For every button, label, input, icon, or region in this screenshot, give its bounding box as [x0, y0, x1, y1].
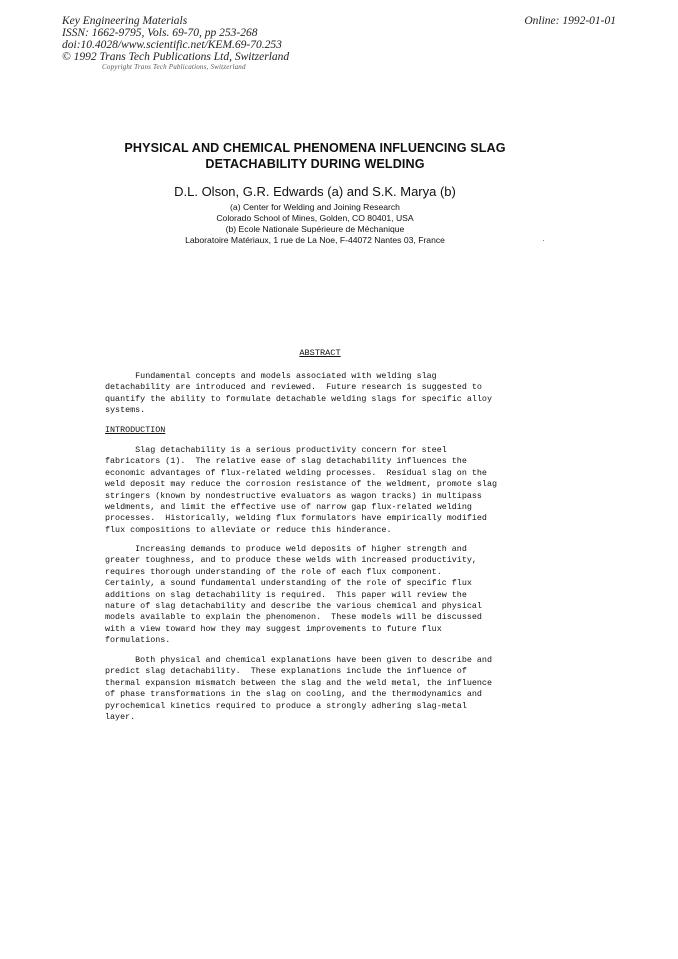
- title-line-1: PHYSICAL AND CHEMICAL PHENOMENA INFLUENCING SLAG: [124, 141, 506, 155]
- introduction-heading: INTRODUCTION: [105, 425, 166, 435]
- affiliation-line: Laboratoire Matériaux, 1 rue de La Noe, F-44072 Nantes 03, France: [185, 235, 445, 245]
- copyright-line: © 1992 Trans Tech Publications Ltd, Switzerland: [62, 51, 290, 63]
- journal-name: Key Engineering Materials: [62, 15, 188, 27]
- abstract-text: Fundamental concepts and models associated with welding slag detachability are introduced and reviewed. Future research is suggested to quantify the ability to formulate detachable welding slags for specific alloy systems.: [105, 371, 492, 416]
- introduction-paragraph-1: Slag detachability is a serious productivity concern for steel fabricators (1). The relative ease of slag detachability influences the economic advantages of flux-related welding processes. Residual slag on the weld deposit may reduce the corrosion resistance of the weldment, promote slag stringers (known by nondestructive evaluators as wagon tracks) in multipass weldments, and limit the effective use of narrow gap flux-related welding processes. Historically, welding flux formulators have empirically modified flux compositions to alleviate or reduce this hinderance.: [105, 445, 498, 535]
- paper-title: [0, 140, 630, 172]
- affiliation-line: Colorado School of Mines, Golden, CO 80401, USA: [216, 213, 414, 223]
- issn-line: ISSN: 1662-9795, Vols. 69-70, pp 253-268: [62, 27, 258, 39]
- affiliations: [0, 202, 630, 246]
- author-list: D.L. Olson, G.R. Edwards (a) and S.K. Marya (b): [174, 184, 456, 199]
- publication-metadata: [62, 15, 289, 63]
- title-line-2: DETACHABILITY DURING WELDING: [205, 157, 425, 171]
- affiliation-line: (b) Ecole Nationale Supérieure de Méchanique: [225, 224, 405, 234]
- online-date: Online: 1992-01-01: [524, 15, 616, 27]
- doi-line: doi:10.4028/www.scientific.net/KEM.69-70.253: [62, 39, 282, 51]
- introduction-paragraph-3: Both physical and chemical explanations have been given to describe and predict slag detachability. These explanations include the influence of thermal expansion mismatch between the slag and the weld metal, the influence of phase transformations in the slag on cooling, and the thermodynamics and pyrochemical kinetics required to produce a strongly adhering slag-metal layer.: [105, 655, 492, 723]
- faded-copyright-stamp: Copyright Trans Tech Publications, Switzerland: [102, 63, 246, 71]
- abstract-heading: ABSTRACT: [299, 348, 341, 358]
- introduction-paragraph-2: Increasing demands to produce weld deposits of higher strength and greater toughness, and to produce these welds with increased productivity, requires thorough understanding of the role of each flux component. Certainly, a sound fundamental understanding of the role of specific flux additions on slag detachability is required. This paper will review the nature of slag detachability and describe the various chemical and physical models available to explain the phenomenon. These models will be discussed with a view toward how they may suggest improvements to future flux formulations.: [105, 544, 482, 646]
- affiliation-line: (a) Center for Welding and Joining Research: [230, 202, 400, 212]
- scan-speck: [543, 240, 544, 241]
